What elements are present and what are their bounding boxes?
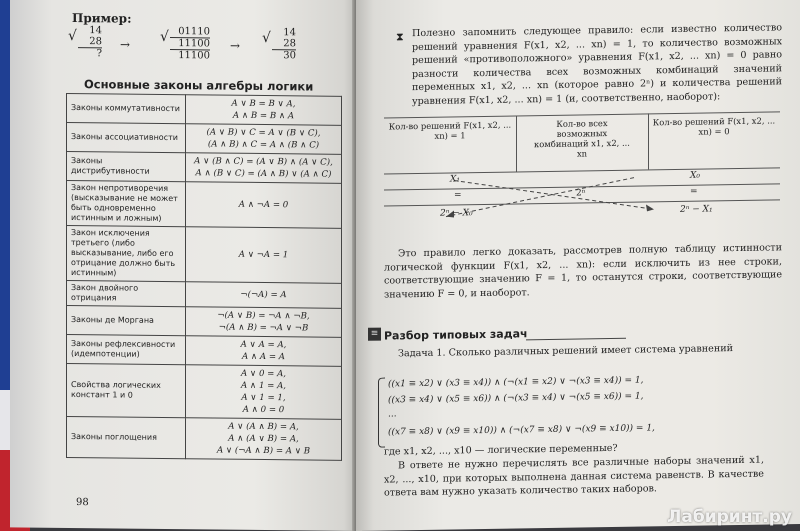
law-formulas — [186, 227, 342, 284]
law-formula: A ∧ A = A — [241, 351, 286, 363]
law-name: Свойства логических констант 1 и 0 — [67, 363, 186, 417]
law-formula: ¬(A ∧ B) = ¬A ∨ ¬B — [218, 322, 309, 334]
arrow-icon: → — [120, 37, 131, 52]
law-formula: A ∨ ¬A = 1 — [238, 249, 289, 261]
rule-header-3: Кол-во решений F(x1, x2, ... xn) = 0 — [652, 115, 776, 137]
section-rule — [526, 338, 626, 341]
rule-2n-x0: 2ⁿ − X₀ — [440, 208, 473, 219]
law-formulas — [186, 124, 342, 155]
law-formula: A ∨ (B ∧ C) = (A ∨ B) ∧ (A ∨ C), — [194, 156, 333, 168]
law-row — [67, 122, 342, 154]
radical-sign: √ — [262, 29, 271, 47]
law-formulas — [186, 153, 342, 184]
equation-dots: ... — [388, 409, 397, 420]
law-name: Законы дистрибутивности — [67, 151, 186, 181]
law-row — [67, 180, 342, 228]
law-formulas — [186, 182, 342, 229]
law-row — [67, 225, 342, 283]
watermark-logo: Лабиринт.ру — [667, 507, 792, 527]
law-formula: ¬(¬A) = A — [240, 289, 287, 301]
law-row — [67, 151, 342, 183]
law-name: Закон исключения третьего (либо высказывание, либо его отрицание должно быть истинным) — [67, 225, 186, 281]
where-paragraph: где x1, x2, ..., x10 — логические переменные? — [384, 442, 618, 458]
rule-table — [384, 111, 780, 227]
law-name: Закон двойного отрицания — [67, 280, 186, 306]
law-formula: A ∨ (¬A ∧ B) = A ∨ B — [216, 445, 311, 457]
example-column-2: 01110 11100 11100 — [170, 26, 210, 61]
example-column-3: 14 28 30 — [272, 27, 296, 61]
law-formula: A ∧ 0 = 0 — [242, 404, 285, 416]
section-list-icon: ≡ — [368, 328, 381, 341]
law-formulas — [186, 418, 342, 461]
rule-2n-x1: 2ⁿ − X₁ — [680, 204, 713, 215]
page-number: 98 — [76, 497, 89, 509]
law-formula: (A ∨ B) ∨ C = A ∨ (B ∨ C), — [206, 127, 321, 139]
task-paragraph: Задача 1. Сколько различных решений имеет система уравнений — [398, 343, 734, 360]
law-name: Законы коммутативности — [67, 93, 186, 123]
law-formula: A ∨ 1 = 1, — [241, 392, 286, 404]
law-name: Закон непротиворечия (высказывание не может быть одновременно истинным и ложным) — [67, 180, 186, 226]
rule-eq-right: = — [690, 186, 698, 197]
law-formula: A ∧ (A ∨ B) = A, — [228, 433, 299, 445]
law-name: Законы поглощения — [67, 416, 186, 458]
rule-x1: X₁ — [450, 174, 461, 185]
laws-table — [66, 93, 342, 461]
section-heading: Разбор типовых задач — [384, 327, 528, 343]
law-row — [67, 280, 342, 308]
law-name: Законы ассоциативности — [67, 122, 186, 152]
law-row — [67, 363, 342, 419]
proof-paragraph: Это правило легко доказать, рассмотрев полную таблицу истинности логической функции F(x1, x2, ... xn): если исключить из нее строки, соответствующие значению F = 1, то останутся строки, соответствующие значению F = 0, и наоборот. — [384, 242, 782, 301]
law-row — [67, 93, 342, 125]
arrow-icon: → — [230, 38, 241, 53]
law-formula: ¬(A ∨ B) = ¬A ∧ ¬B, — [217, 310, 310, 322]
law-formula: A ∨ B = B ∨ A, — [231, 98, 296, 110]
rule-x0: X₀ — [690, 170, 701, 181]
law-formulas — [186, 365, 342, 420]
law-formula: A ∧ ¬A = 0 — [238, 199, 289, 211]
law-formulas — [186, 336, 342, 367]
rule-eq-left: = — [454, 190, 462, 201]
example-column-1: 14 28 ? — [78, 25, 102, 59]
law-formulas — [186, 282, 342, 309]
law-name: Законы рефлексивности (идемпотенции) — [67, 334, 186, 364]
right-page — [356, 0, 800, 531]
example-label: Пример: — [72, 11, 132, 26]
rule-header-2: Кол-во всех возможных комбинаций x1, x2, ... xn — [534, 118, 630, 159]
laws-table-title: Основные законы алгебры логики — [84, 77, 314, 94]
rule-header-1: Кол-во решений F(x1, x2, ... xn) = 1 — [388, 119, 512, 141]
rule-mid-2n: 2ⁿ — [576, 188, 586, 199]
left-page — [10, 0, 358, 531]
law-formula: A ∧ 1 = A, — [240, 380, 287, 392]
law-formula: A ∧ B = B ∧ A — [232, 110, 295, 122]
law-formula: (A ∧ B) ∧ C = A ∧ (B ∧ C) — [207, 139, 320, 151]
law-row — [67, 334, 342, 366]
equation-3: ((x7 ≡ x8) ∨ (x9 ≡ x10)) ∧ (¬(x7 ≡ x8) ∨ ¬(x9 ≡ x10)) = 1, — [388, 423, 655, 438]
radical-sign: √ — [160, 28, 169, 46]
radical-sign: √ — [68, 27, 77, 45]
law-formula: A ∨ 0 = A, — [240, 368, 287, 380]
equation-2: ((x3 ≡ x4) ∨ (x5 ≡ x6)) ∧ (¬(x3 ≡ x4) ∨ ¬(x5 ≡ x6)) = 1, — [388, 391, 644, 406]
law-row — [67, 305, 342, 337]
equation-1: ((x1 ≡ x2) ∨ (x3 ≡ x4)) ∧ (¬(x1 ≡ x2) ∨ ¬(x3 ≡ x4)) = 1, — [388, 375, 644, 390]
hourglass-icon: ⧗ — [396, 30, 404, 44]
answer-paragraph: В ответе не нужно перечислять все различные наборы значений x1, x2, ..., x10, при которых выполнена данная система равенств. В качестве ответа вам нужно указать количество таких наборов. — [384, 454, 764, 499]
law-formulas — [186, 307, 342, 338]
law-formulas — [186, 95, 342, 126]
law-row — [67, 416, 342, 460]
law-name: Законы де Моргана — [67, 305, 186, 335]
law-formula: A ∨ (A ∧ B) = A, — [228, 421, 299, 433]
law-formula: A ∧ (B ∨ C) = (A ∧ B) ∨ (A ∧ C) — [195, 168, 332, 180]
rule-paragraph: Полезно запомнить следующее правило: если известно количество решений уравнения F(x1, x2, ... xn) = 1, то количество возможных решений «противоположного» уравнения F(x1, x2, ... xn) = 0 равно разности количества всех возможных комбинаций значений переменных x1, x2, ... xn (которое равно 2ⁿ) и количества решений уравнения F(x1, x2, ... xn) = 1 (и, соответственно, наоборот): — [412, 22, 782, 107]
system-brace — [378, 378, 385, 448]
law-formula: A ∨ A = A, — [240, 339, 287, 351]
